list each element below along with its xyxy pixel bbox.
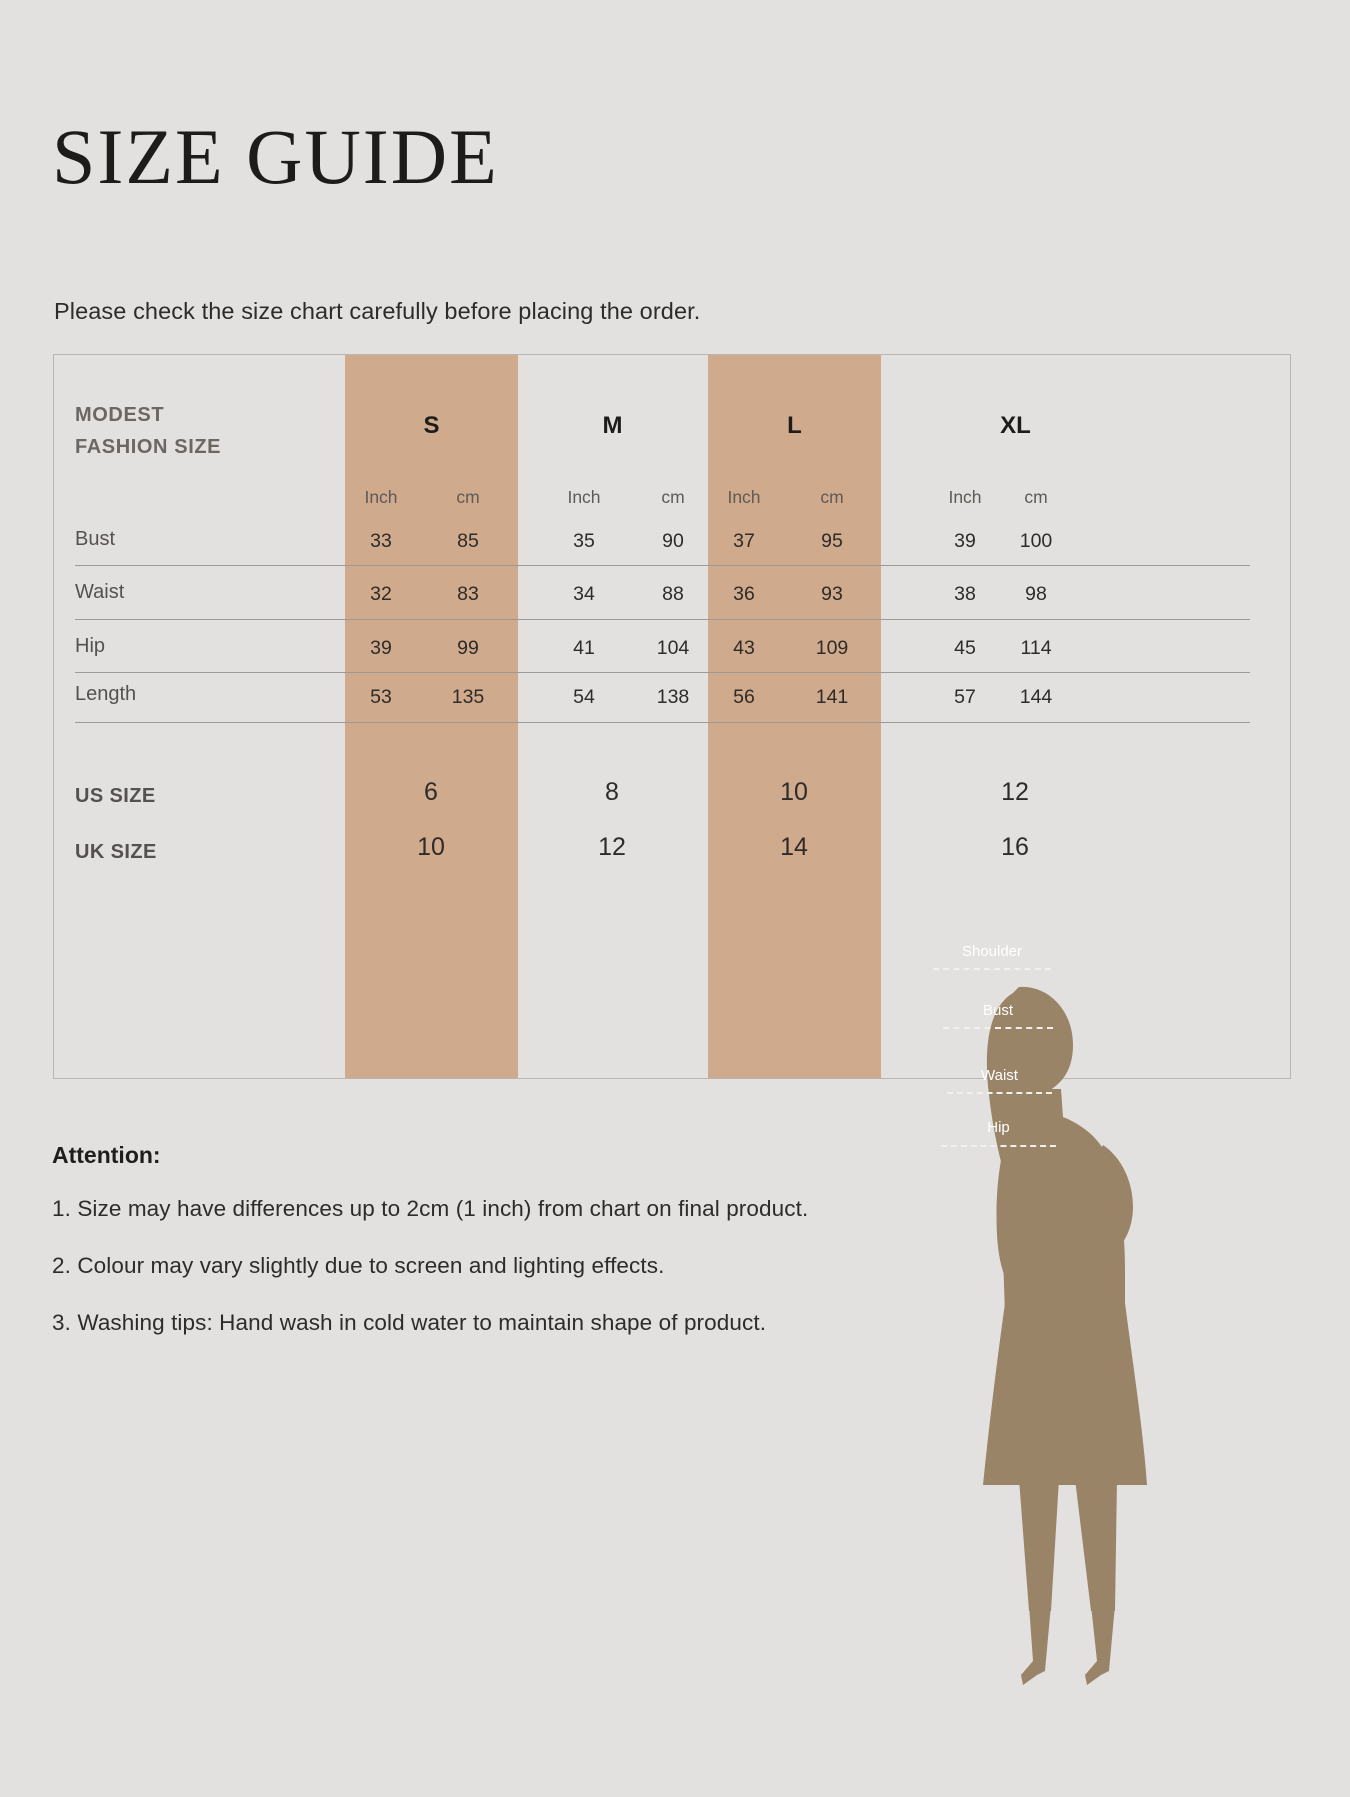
bust-label: Bust — [982, 1002, 1013, 1019]
cell-bust-l-cm: 95 — [821, 530, 843, 552]
cell-us-size-m: 8 — [605, 778, 619, 806]
cell-uk-size-s: 10 — [417, 833, 445, 861]
unit-header-l-inch: Inch — [727, 487, 761, 507]
cell-hip-xl-cm: 114 — [1020, 637, 1052, 659]
cell-length-s-inch: 53 — [370, 686, 392, 708]
cell-bust-xl-cm: 100 — [1019, 530, 1053, 552]
row-label-bust: Bust — [75, 528, 116, 550]
cell-hip-s-inch: 39 — [370, 637, 392, 659]
hip-measure-line — [941, 1145, 1056, 1147]
cell-uk-size-m: 12 — [598, 833, 626, 861]
attention-heading: Attention: — [52, 1142, 161, 1168]
unit-header-xl-cm: cm — [1024, 487, 1048, 507]
cell-waist-l-inch: 36 — [733, 583, 755, 605]
table-corner-label — [75, 399, 221, 463]
cell-waist-m-cm: 88 — [662, 583, 684, 605]
attention-note-3: 3. Washing tips: Hand wash in cold water to maintain shape of product. — [52, 1310, 767, 1335]
cell-length-m-cm: 138 — [656, 686, 690, 708]
unit-header-l-cm: cm — [820, 487, 844, 507]
row-divider-2 — [75, 619, 1250, 620]
cell-us-size-s: 6 — [424, 778, 438, 806]
cell-uk-size-xl: 16 — [1001, 833, 1029, 861]
cell-us-size-l: 10 — [780, 778, 808, 806]
cell-hip-m-cm: 104 — [656, 637, 690, 659]
hip-label: Hip — [987, 1119, 1010, 1136]
cell-waist-xl-cm: 98 — [1025, 583, 1047, 605]
cell-length-l-cm: 141 — [815, 686, 849, 708]
cell-hip-l-cm: 109 — [815, 637, 849, 659]
cell-bust-s-cm: 85 — [457, 530, 479, 552]
cell-uk-size-l: 14 — [780, 833, 808, 861]
waist-measure-line — [947, 1092, 1052, 1094]
page-title: SIZE GUIDE — [52, 113, 499, 200]
corner-label-line2: FASHION SIZE — [75, 436, 222, 458]
cell-waist-l-cm: 93 — [821, 583, 843, 605]
unit-header-s-inch: Inch — [364, 487, 398, 507]
body-measurement-figure — [961, 943, 1225, 1695]
row-divider-3 — [75, 672, 1250, 673]
cell-bust-l-inch: 37 — [733, 530, 755, 552]
cell-waist-m-inch: 34 — [573, 583, 595, 605]
cell-hip-m-inch: 41 — [573, 637, 595, 659]
unit-header-m-inch: Inch — [567, 487, 601, 507]
unit-header-xl-inch: Inch — [948, 487, 982, 507]
size-header-xl: XL — [1000, 412, 1031, 439]
attention-note-2: 2. Colour may vary slightly due to screen and lighting effects. — [52, 1253, 665, 1278]
cell-length-xl-cm: 144 — [1019, 686, 1053, 708]
row-label-length: Length — [75, 683, 137, 705]
cell-bust-m-cm: 90 — [662, 530, 684, 552]
cell-length-xl-inch: 57 — [954, 686, 976, 708]
page-subtitle: Please check the size chart carefully before placing the order. — [54, 298, 701, 324]
row-label-waist: Waist — [75, 581, 125, 603]
cell-hip-xl-inch: 45 — [954, 637, 976, 659]
shoulder-label: Shoulder — [961, 943, 1023, 960]
size-header-s: S — [423, 412, 440, 439]
cell-waist-s-cm: 83 — [457, 583, 479, 605]
cell-hip-l-inch: 43 — [733, 637, 755, 659]
row-label-uk-size: UK SIZE — [75, 841, 157, 863]
attention-note-1: 1. Size may have differences up to 2cm (1 inch) from chart on final product. — [52, 1196, 809, 1221]
row-divider-1 — [75, 565, 1250, 566]
cell-bust-s-inch: 33 — [370, 530, 392, 552]
cell-waist-s-inch: 32 — [370, 583, 392, 605]
waist-label: Waist — [981, 1067, 1018, 1084]
size-chart-table — [53, 354, 1291, 1079]
corner-label-line1: MODEST — [75, 404, 165, 426]
size-header-m: M — [602, 412, 623, 439]
cell-us-size-xl: 12 — [1001, 778, 1029, 806]
row-label-hip: Hip — [75, 635, 106, 657]
unit-header-s-cm: cm — [456, 487, 480, 507]
cell-length-l-inch: 56 — [733, 686, 755, 708]
shoulder-measure-line — [933, 968, 1051, 970]
bust-measure-line — [943, 1027, 1053, 1029]
unit-header-m-cm: cm — [661, 487, 685, 507]
cell-bust-m-inch: 35 — [573, 530, 595, 552]
cell-waist-xl-inch: 38 — [954, 583, 976, 605]
row-label-us-size: US SIZE — [75, 785, 156, 807]
cell-length-s-cm: 135 — [451, 686, 485, 708]
cell-length-m-inch: 54 — [573, 686, 595, 708]
row-divider-4 — [75, 722, 1250, 723]
cell-hip-s-cm: 99 — [457, 637, 479, 659]
size-header-l: L — [787, 412, 802, 439]
cell-bust-xl-inch: 39 — [954, 530, 976, 552]
